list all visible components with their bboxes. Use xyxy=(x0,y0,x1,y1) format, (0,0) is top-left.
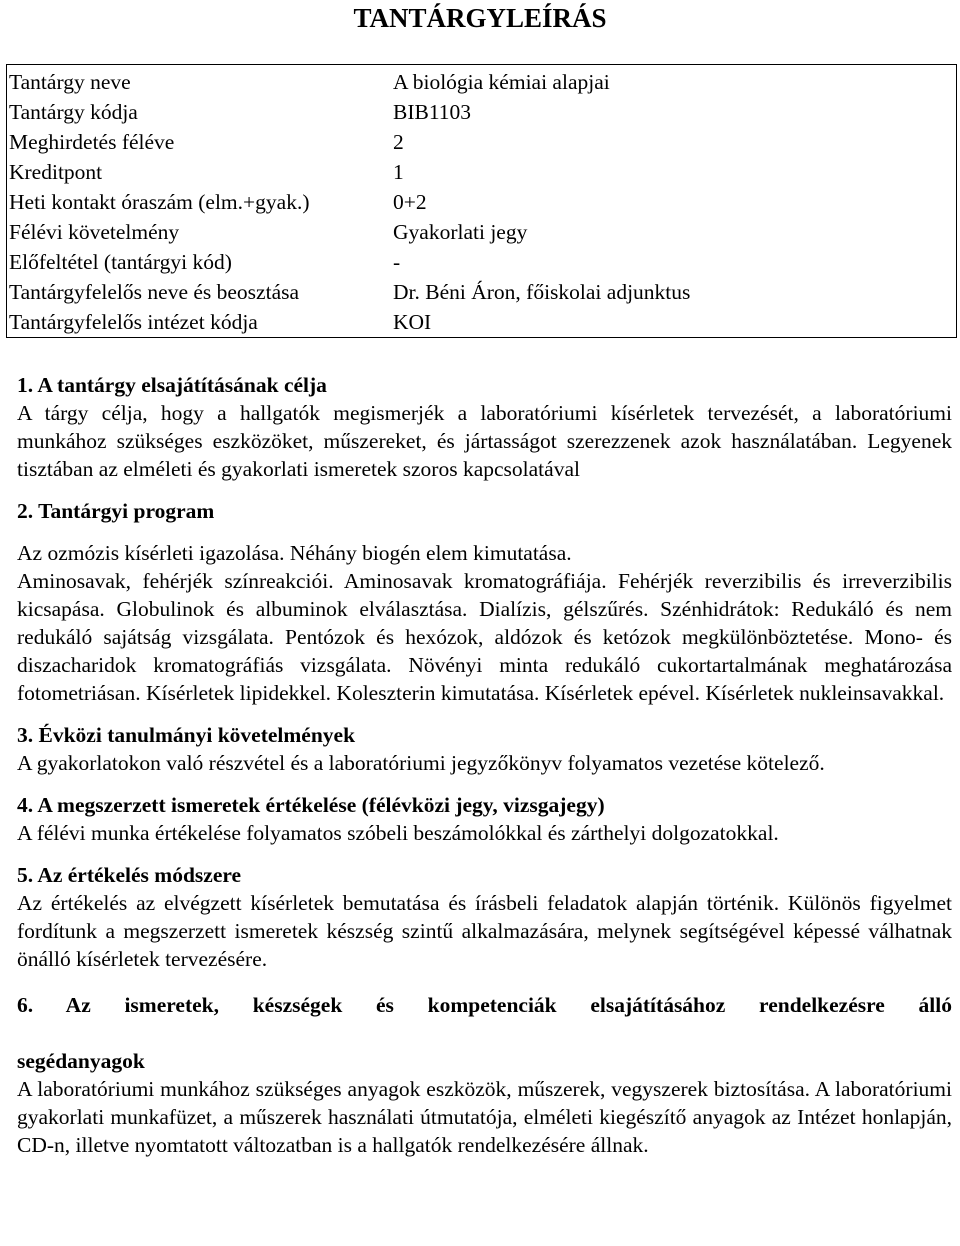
document-title: TANTÁRGYLEÍRÁS xyxy=(353,3,607,33)
info-value: 0+2 xyxy=(393,190,427,214)
info-key: Heti kontakt óraszám (elm.+gyak.) xyxy=(9,190,310,214)
info-value: BIB1103 xyxy=(393,100,472,124)
syllabus-sections xyxy=(17,371,952,1159)
info-row-contact-hours xyxy=(7,187,956,217)
info-row-responsible xyxy=(7,277,956,307)
section-4-body: A félévi munka értékelése folyamatos szóbeli beszámolókkal és zárthelyi dolgozatokkal. xyxy=(17,821,779,845)
info-value: 1 xyxy=(393,160,404,184)
info-row-course-name xyxy=(7,67,956,97)
info-value: Gyakorlati jegy xyxy=(393,220,528,244)
section-5-heading: 5. Az értékelés módszere xyxy=(17,863,242,887)
section-3-body: A gyakorlatokon való részvétel és a laboratóriumi jegyzőkönyv folyamatos vezetése kötelező. xyxy=(17,751,825,775)
section-1-body: A tárgy célja, hogy a hallgatók megismerjék a laboratóriumi kísérletek tervezését, a laboratóriumi munkához szükséges eszközöket, műszereket, és jártasságot szerezzenek azok használatában. Legyenek tisztában az elméleti és gyakorlati ismeretek szoros kapcsolatával xyxy=(17,401,952,481)
info-key: Tantárgy neve xyxy=(9,70,131,94)
section-6-body: A laboratóriumi munkához szükséges anyagok eszközök, műszerek, vegyszerek biztosítása. A laboratóriumi gyakorlati munkafüzet, a műszerek használati útmutatója, elméleti kiegészítő anyagok az Intézet honlapján, CD-n, illetve nyomtatott változatban is a hallgatók rendelkezésére állnak. xyxy=(17,1077,952,1157)
info-value: - xyxy=(393,250,401,274)
info-value: Dr. Béni Áron, főiskolai adjunktus xyxy=(393,280,691,304)
section-3-heading: 3. Évközi tanulmányi követelmények xyxy=(17,723,356,747)
info-value: 2 xyxy=(393,130,404,154)
info-row-prerequisite xyxy=(7,247,956,277)
section-5-body: Az értékelés az elvégzett kísérletek bemutatása és írásbeli feladatok alapján történik. Különös figyelmet fordítunk a megszerzett ismeretek készség szintű alkalmazására, melynek segítségével képessé válhatnak önálló kísérletek tervezésére. xyxy=(17,891,952,971)
section-4-heading: 4. A megszerzett ismeretek értékelése (félévközi jegy, vizsgajegy) xyxy=(17,793,605,817)
section-6-heading: 6. Az ismeretek, készségek és kompetenciák elsajátításához rendelkezésre álló xyxy=(17,993,952,1017)
info-key: Tantárgy kódja xyxy=(9,100,138,124)
section-1-heading: 1. A tantárgy elsajátításának célja xyxy=(17,373,327,397)
course-info-table xyxy=(6,64,957,338)
info-key: Tantárgyfelelős neve és beosztása xyxy=(9,280,300,304)
info-row-institute-code xyxy=(7,307,956,337)
section-2-body: Aminosavak, fehérjék színreakciói. Aminosavak kromatográfiája. Fehérjék reverzibilis és irreverzibilis kicsapása. Globulinok és albuminok elválasztása. Dialízis, gélszűrés. Szénhidrátok: Redukáló és nem redukáló sajátság vizsgálata. Pentózok és hexózok, aldózok és ketózok megkülönböztetése. Mono- és diszacharidok kromatográfiás vizsgálata. Növényi minta redukáló cukortartalmának meghatározása fotometriásan. Kísérletek lipidekkel. Koleszterin kimutatása. Kísérletek epével. Kísérletek nukleinsavakkal. xyxy=(17,569,952,705)
info-key: Előfeltétel (tantárgyi kód) xyxy=(9,250,232,274)
info-value: A biológia kémiai alapjai xyxy=(393,70,610,94)
info-key: Kreditpont xyxy=(9,160,103,184)
info-row-credits xyxy=(7,157,956,187)
info-row-semester xyxy=(7,127,956,157)
info-row-course-code xyxy=(7,97,956,127)
section-2-heading: 2. Tantárgyi program xyxy=(17,499,215,523)
info-key: Félévi követelmény xyxy=(9,220,180,244)
section-2-first-line: Az ozmózis kísérleti igazolása. Néhány biogén elem kimutatása. xyxy=(17,541,572,565)
info-row-requirement xyxy=(7,217,956,247)
info-value: KOI xyxy=(393,310,432,334)
section-6-heading-cont: segédanyagok xyxy=(17,1049,145,1073)
info-key: Tantárgyfelelős intézet kódja xyxy=(9,310,258,334)
info-key: Meghirdetés féléve xyxy=(9,130,175,154)
